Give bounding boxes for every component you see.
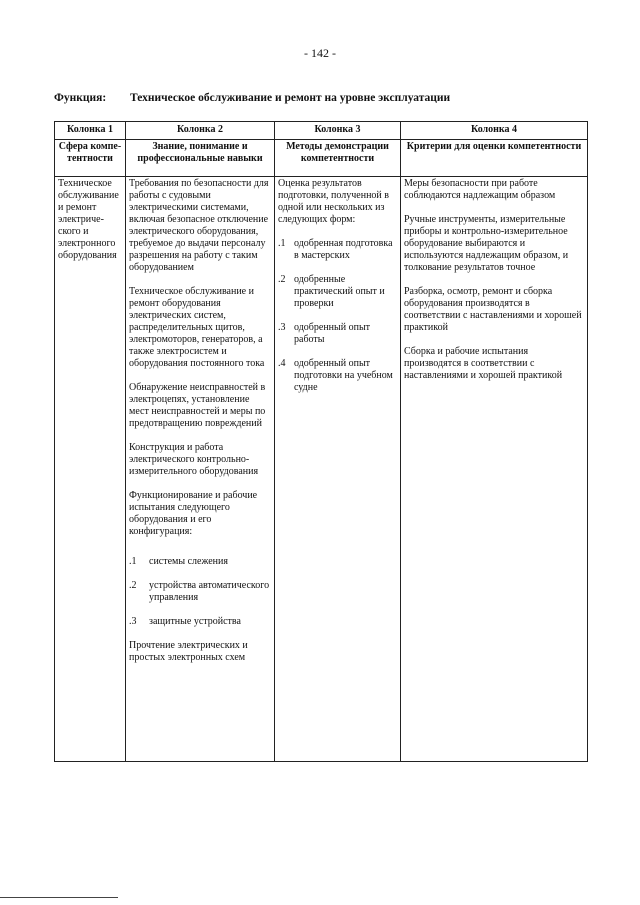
knowledge-paragraph: Техническое обслуживание и ремонт оборудования электрических систем, распределительных щитов, электромоторов, генераторов, а также электросистем и оборудования постоянного тока	[129, 286, 265, 369]
list-item: .1 системы слежения	[129, 556, 228, 567]
header-competence: Сфера компе-тентности	[55, 140, 126, 177]
criteria-paragraph: Меры безопасности при работе соблюдаются надлежащим образом	[404, 178, 556, 201]
page-number: - 142 -	[304, 46, 336, 60]
header-criteria: Критерии для оценки компетентности	[401, 140, 588, 177]
knowledge-paragraph: Конструкция и работа электрического контрольно-измерительного оборудования	[129, 442, 259, 477]
list-item: .3 защитные устройства	[129, 616, 241, 627]
methods-cell	[275, 177, 401, 762]
column-header-2: Колонка 2	[126, 122, 275, 140]
function-value: Техническое обслуживание и ремонт на уровне эксплуатации	[130, 92, 451, 104]
column-number-row	[55, 122, 588, 140]
knowledge-paragraph: Требования по безопасности для работы с судовыми электрическими системами, включая безопасное отключение электрического оборудования, требуемое до выдачи персоналу разрешения на работу с таким оборудованием	[129, 178, 269, 273]
criteria-cell	[401, 177, 588, 762]
knowledge-cell	[126, 177, 275, 762]
criteria-paragraph: Ручные инструменты, измерительные приборы и контрольно-измерительное оборудование выбираются и используются надлежащим образом, и толкование результатов точное	[404, 214, 569, 273]
header-methods: Методы демонстрации компетентности	[275, 140, 401, 177]
list-item: .2 одобренные практический опыт и проверки	[278, 274, 385, 309]
column-header-3: Колонка 3	[275, 122, 401, 140]
knowledge-paragraph: Функционирование и рабочие испытания следующего оборудования и его конфигурация:	[129, 490, 258, 537]
column-header-1: Колонка 1	[55, 122, 126, 140]
competence-text: Техническое обслуживание и ремонт электриче-ского и электронного оборудования	[58, 178, 119, 261]
footnote-divider	[0, 897, 118, 898]
criteria-paragraph: Сборка и рабочие испытания производятся в соответствии с наставлениями и хорошей практикой	[404, 346, 563, 381]
column-title-row	[55, 140, 588, 177]
methods-intro: Оценка результатов подготовки, полученной в одной или нескольких из следующих форм:	[278, 178, 389, 225]
column-header-4: Колонка 4	[401, 122, 588, 140]
function-line	[54, 92, 450, 104]
knowledge-paragraph: Прочтение электрических и простых электронных схем	[129, 640, 248, 663]
list-item: .4 одобренный опыт подготовки на учебном судне	[278, 358, 393, 393]
criteria-paragraph: Разборка, осмотр, ремонт и сборка оборудования производятся в соответствии с наставлениями и хорошей практикой	[404, 286, 582, 333]
competence-cell	[55, 177, 126, 762]
function-label: Функция:	[54, 92, 107, 104]
table-row	[55, 177, 588, 762]
header-knowledge: Знание, понимание и профессиональные навыки	[126, 140, 275, 177]
list-item: .1 одобренная подготовка в мастерских	[278, 238, 393, 261]
list-item: .2 устройства автоматического управления	[129, 580, 270, 603]
list-item: .3 одобренный опыт работы	[278, 322, 371, 345]
knowledge-paragraph: Обнаружение неисправностей в электроцепях, установление мест неисправностей и меры по предотвращению повреждений	[129, 382, 266, 429]
competence-table	[54, 121, 588, 762]
